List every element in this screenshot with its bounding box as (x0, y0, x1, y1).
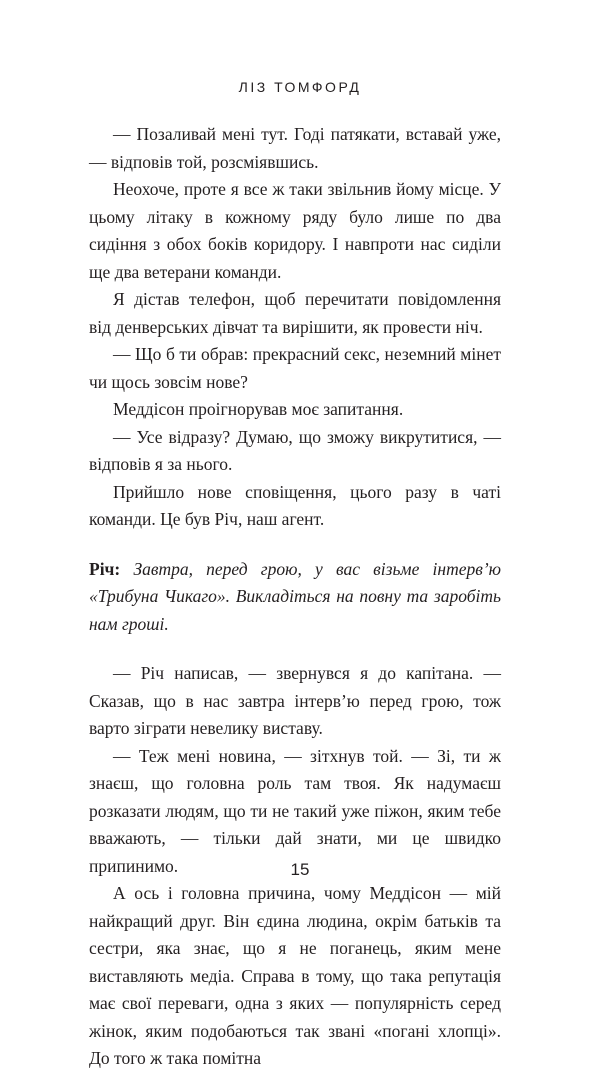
message-sender: Річ: (89, 558, 121, 579)
spacer (89, 638, 501, 660)
paragraph: — Річ написав, — звернувся я до капітана. — Сказав, що в нас завтра інтерв’ю перед грою, тож варто зіграти невелику виставу. (89, 663, 501, 738)
paragraph: Меддісон проігнорував моє запитання. (113, 399, 404, 419)
paragraph: — Що б ти обрав: прекрасний секс, неземний мінет чи щось зовсім нове? (89, 344, 501, 392)
paragraph: — Усе відразу? Думаю, що зможу викрутитися, — відповів я за нього. (89, 426, 501, 474)
message-text: Завтра, перед грою, у вас візьме інтерв’ю «Трибуна Чикаго». Викладіться на повну та заробіть нам гроші. (89, 558, 501, 634)
page-number: 15 (290, 860, 310, 879)
spacer (89, 534, 501, 556)
chat-message (89, 556, 501, 639)
paragraph: — Позаливай мені тут. Годі патякати, вставай уже, — відповів той, розсміявшись. (89, 124, 501, 172)
body-text (89, 121, 501, 1073)
paragraph: Я дістав телефон, щоб перечитати повідомлення від денверських дівчат та вирішити, як провести ніч. (89, 289, 501, 337)
paragraph: — Теж мені новина, — зітхнув той. — Зі, ти ж знаєш, що головна роль там твоя. Як надумаєш розказати людям, що ти не такий уже піжон, яким тебе вважають, — тільки дай знати, ми це швидко припинимо. (89, 745, 501, 876)
paragraph: Неохоче, проте я все ж таки звільнив йому місце. У цьому літаку в кожному ряду було лише по два сидіння з обох боків коридору. І навпроти нас сиділи ще два ветерани команди. (89, 179, 501, 282)
paragraph: Прийшло нове сповіщення, цього разу в чаті команди. Це був Річ, наш агент. (89, 481, 501, 529)
running-head: ЛІЗ ТОМФОРД (238, 79, 362, 95)
paragraph: А ось і головна причина, чому Меддісон — мій найкращий друг. Він єдина людина, окрім батьків та сестри, яка знає, що я не поганець, яким мене виставляють медіа. Справа в тому, що така репутація має свої переваги, одна з яких — популярність серед жінок, яким подобаються так звані «погані хлопці». До того ж така помітна (89, 883, 501, 1068)
